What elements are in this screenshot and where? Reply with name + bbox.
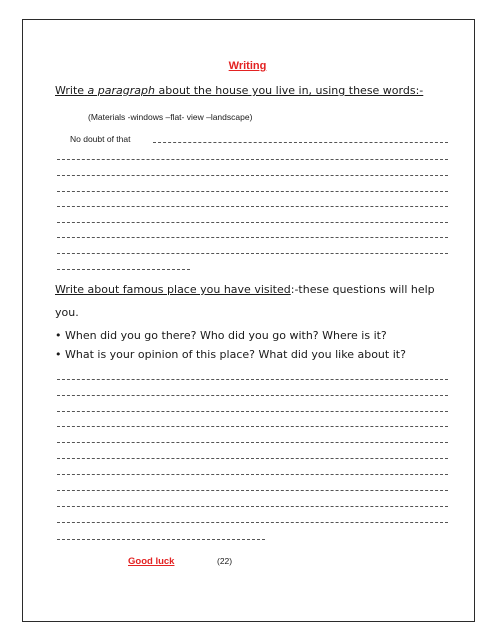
- answer-line[interactable]: [57, 490, 448, 491]
- answer-line[interactable]: [57, 395, 448, 396]
- page-title: Writing: [228, 60, 267, 72]
- answer-line[interactable]: [57, 426, 448, 427]
- prompt1-pre: Write: [55, 84, 85, 97]
- page-border: [22, 19, 475, 622]
- answer-line[interactable]: [57, 237, 448, 238]
- good-luck-text: Good luck: [128, 556, 175, 567]
- answer-line[interactable]: [57, 506, 448, 507]
- writing-prompt-1: [55, 84, 423, 97]
- answer-line[interactable]: [57, 159, 448, 160]
- prompt1-emphasis: a paragraph: [87, 84, 155, 97]
- answer-line[interactable]: [153, 142, 448, 143]
- guide-question-1: • When did you go there? Who did you go with? Where is it?: [55, 329, 387, 342]
- prompt2-continuation: you.: [55, 306, 79, 319]
- answer-line[interactable]: [57, 269, 190, 270]
- sentence-starter: No doubt of that: [70, 134, 131, 144]
- guide-question-2: • What is your opinion of this place? What did you like about it?: [55, 348, 406, 361]
- answer-line[interactable]: [57, 442, 448, 443]
- answer-line[interactable]: [57, 458, 448, 459]
- answer-line[interactable]: [57, 206, 448, 207]
- answer-line[interactable]: [57, 379, 448, 380]
- answer-line[interactable]: [57, 253, 448, 254]
- answer-line[interactable]: [57, 522, 448, 523]
- answer-line[interactable]: [57, 191, 448, 192]
- prompt1-post: about the house you live in, using these words:-: [158, 84, 424, 97]
- answer-line[interactable]: [57, 222, 448, 223]
- page-number: (22): [217, 556, 233, 566]
- materials-word-list: (Materials -windows –flat- view –landscape): [88, 112, 253, 122]
- answer-line[interactable]: [57, 175, 448, 176]
- answer-line[interactable]: [57, 411, 448, 412]
- writing-prompt-2: [55, 283, 435, 296]
- prompt2-rest: :-these questions will help: [290, 283, 435, 296]
- answer-line[interactable]: [57, 539, 265, 540]
- answer-line[interactable]: [57, 474, 448, 475]
- prompt2-underlined: Write about famous place you have visited: [55, 283, 291, 296]
